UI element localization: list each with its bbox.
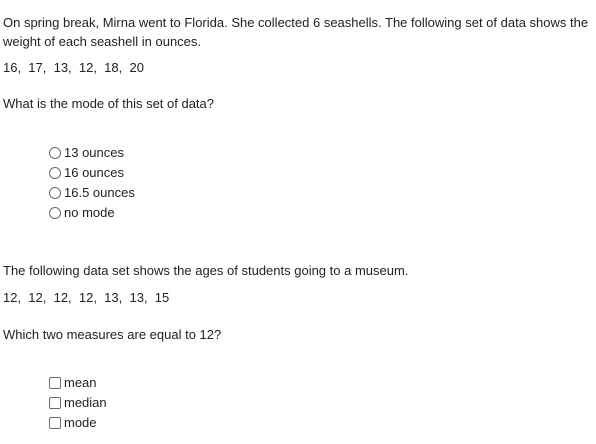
option-label: no mode (64, 205, 115, 220)
option-label: 16.5 ounces (64, 185, 135, 200)
radio-button[interactable] (49, 147, 61, 159)
question-2-prompt: Which two measures are equal to 12? (3, 327, 222, 342)
question-1-stem (3, 13, 590, 51)
question-2-stem: The following data set shows the ages of students going to a museum. (3, 263, 409, 278)
checkbox[interactable] (49, 417, 61, 429)
question-2-data-set: 12, 12, 12, 12, 13, 13, 15 (3, 290, 170, 305)
question-2-options (49, 373, 107, 433)
option-label: median (64, 395, 107, 410)
question-1-prompt: What is the mode of this set of data? (3, 96, 215, 111)
radio-button[interactable] (49, 207, 61, 219)
checkbox[interactable] (49, 377, 61, 389)
checkbox[interactable] (49, 397, 61, 409)
question-1-data-set: 16, 17, 13, 12, 18, 20 (3, 60, 144, 75)
radio-option-13-ounces[interactable] (49, 143, 135, 163)
question-1-stem-text: On spring break, Mirna went to Florida. She collected 6 seashells. The following set of data shows the weight of each seashell in ounces. (3, 15, 589, 49)
radio-option-16-5-ounces[interactable] (49, 183, 135, 203)
checkbox-option-mean[interactable] (49, 373, 107, 393)
radio-button[interactable] (49, 187, 61, 199)
option-label: mean (64, 375, 97, 390)
question-1-options (49, 143, 135, 223)
option-label: 16 ounces (64, 165, 124, 180)
radio-button[interactable] (49, 167, 61, 179)
radio-option-16-ounces[interactable] (49, 163, 135, 183)
radio-option-no-mode[interactable] (49, 203, 135, 223)
option-label: 13 ounces (64, 145, 124, 160)
checkbox-option-mode[interactable] (49, 413, 107, 433)
option-label: mode (64, 415, 97, 430)
checkbox-option-median[interactable] (49, 393, 107, 413)
